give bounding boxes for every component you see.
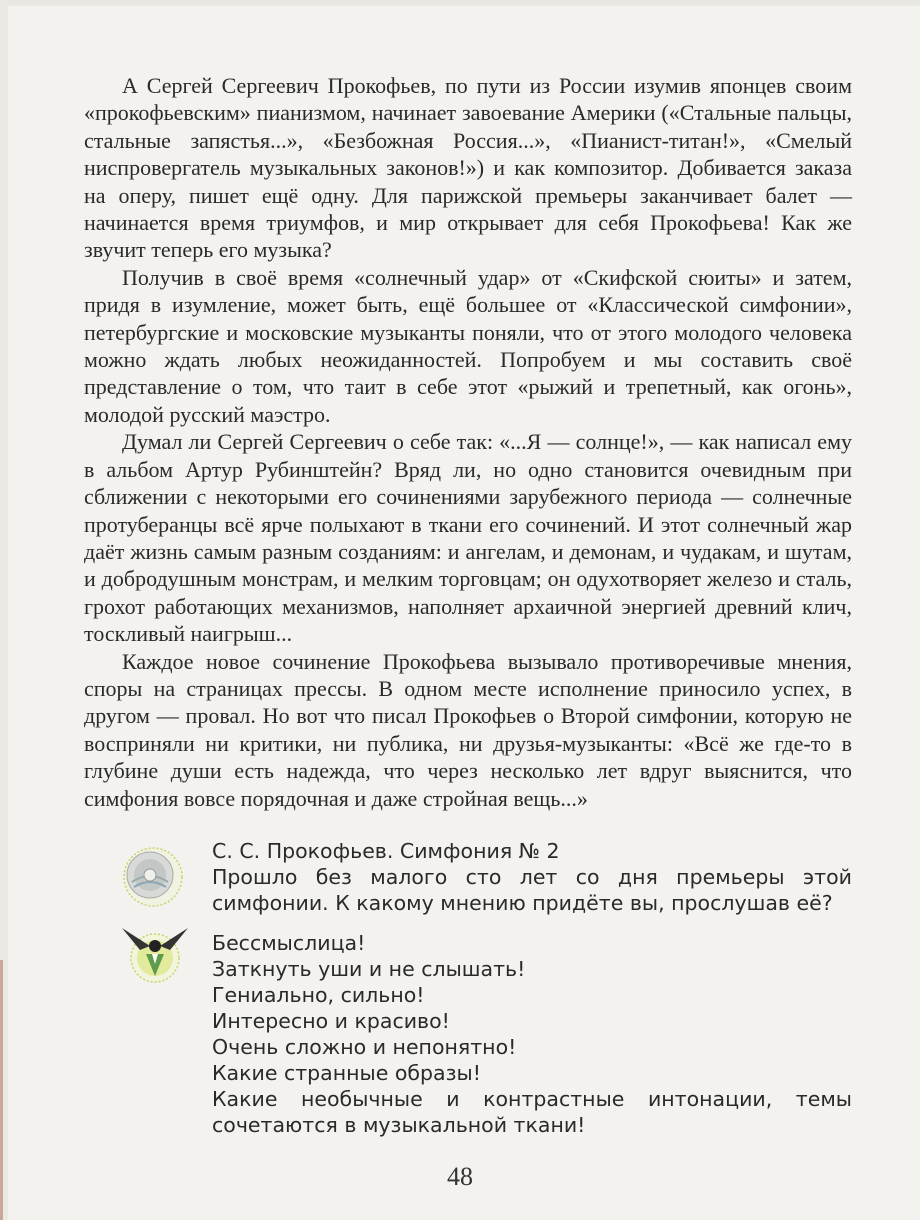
paragraph: Получив в своё время «солнечный удар» от «Скифской сюиты» и затем, придя в изумление, может быть, ещё большее от «Классической симфонии», петербургские и московские музыканты поняли, что от этого молодого человека можно ждать любых неожиданностей. Попробуем и мы составить своё представление о том, что таит в себе этот «рыжий и трепетный, как огонь», молодой русский маэстро. [84,264,852,427]
answer-item: Интересно и красиво! [212,1009,450,1033]
paragraph: А Сергей Сергеевич Прокофьев, по пути из России изумив японцев своим «прокофьевским» пианизмом, начинает завоевание Америки («Стальные пальцы, стальные запястья...», «Безбожная Россия...», «Пианист-титан!», «Смелый ниспровергатель музыкальных законов!») и как композитор. Добивается заказа на оперу, пишет ещё одну. Для парижской премьеры заканчивает балет — начинается время триумфов, и мир открывает для себя Прокофьева! Как же звучит теперь его музыка? [84,73,852,263]
task-title: С. С. Прокофьев. Симфония № 2 [212,839,560,863]
page-number: 48 [447,1162,473,1191]
task-question: Прошло без малого сто лет со дня премьеры этой симфонии. К какому мнению придёте вы, прослушав её? [212,865,852,915]
answer-item: Какие странные образы! [212,1061,481,1085]
answer-item: Очень сложно и непонятно! [212,1035,517,1059]
page-top-edge [0,0,920,6]
answer-item: Гениально, сильно! [212,983,425,1007]
paragraph: Думал ли Сергей Сергеевич о себе так: «...Я — солнце!», — как написал ему в альбом Артур Рубинштейн? Вряд ли, но одно становится очевидным при сближении с некоторыми его сочинениями зарубежного периода — солнечные протуберанцы всё ярче полыхают в ткани его сочинений. И этот солнечный жар даёт жизнь самым разным созданиям: и ангелам, и демонам, и чудакам, и шутам, и добродушным монстрам, и мелким торговцам; он одухотворяет железо и сталь, грохот работающих механизмов, наполняет архаичной энергией древний клич, тоскливый наигрыш... [84,429,852,647]
opinion-list [112,930,872,1138]
opinion-bird-icon [116,916,194,992]
answer-item: Заткнуть уши и не слышать! [212,957,526,981]
main-text [84,72,852,812]
paragraph: Каждое новое сочинение Прокофьева вызывало противоречивые мнения, споры на страницах прессы. В одном месте исполнение приносило успех, в другом — провал. Но вот что писал Прокофьев о Второй симфонии, которую не восприняли ни критики, ни публика, ни друзья-музыканты: «Всё же где-то в глубине души есть надежда, что через несколько лет вдруг выяснится, что симфония вовсе порядочная и даже стройная вещь...» [84,648,852,811]
listening-task [112,838,872,916]
cd-disc-icon [122,846,184,908]
answer-item: Какие необычные и контрастные интонации, темы сочетаются в музыкальной ткани! [212,1087,852,1137]
answer-item: Бессмыслица! [212,931,366,955]
